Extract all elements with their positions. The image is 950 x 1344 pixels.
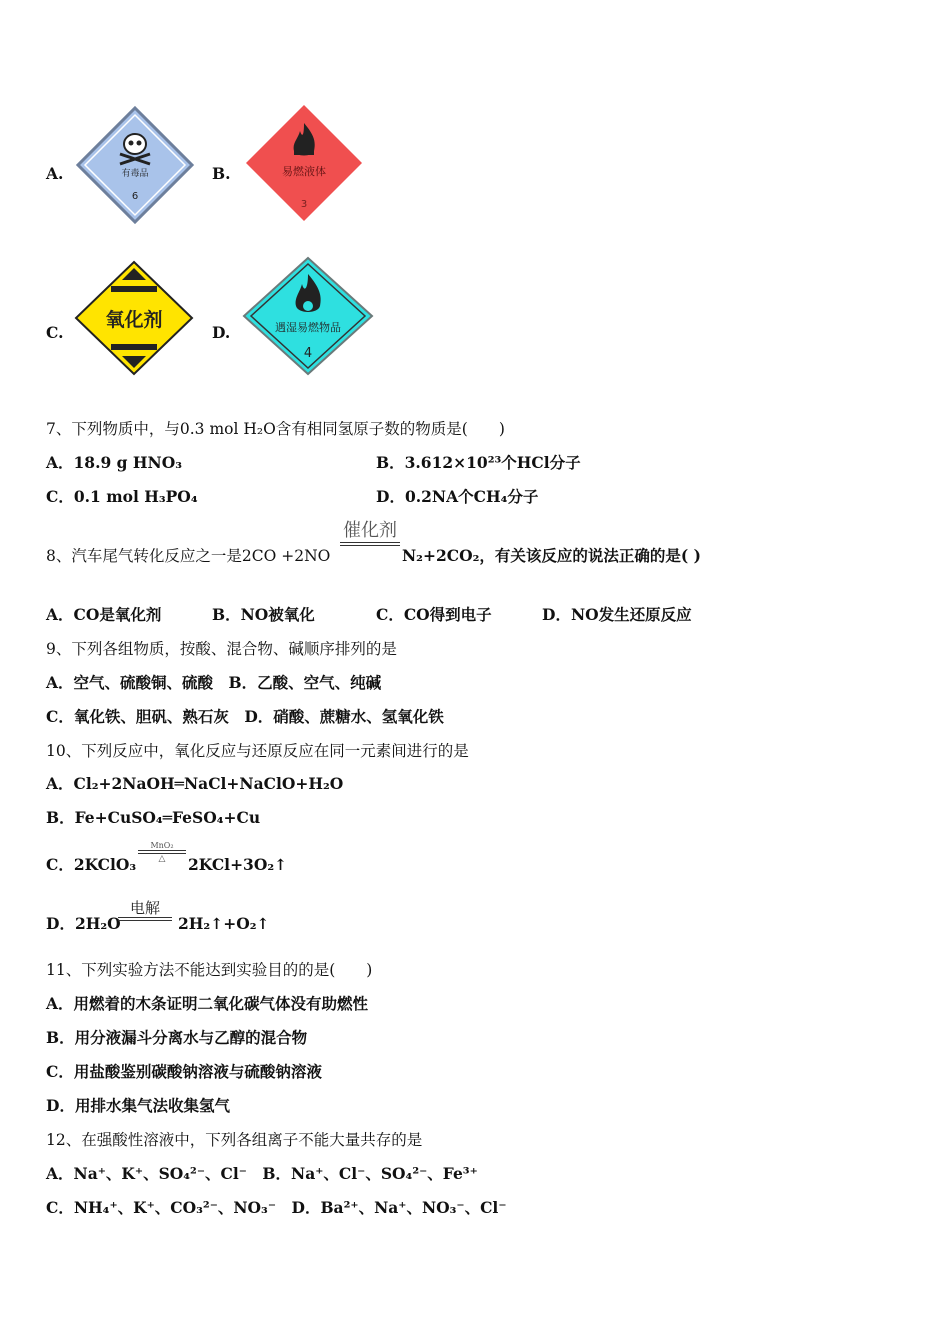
- q7-option-c: C．0.1 mol H₃PO₄: [46, 487, 198, 506]
- option-a-label: A.: [46, 164, 64, 183]
- q10-option-a: A．Cl₂+2NaOH═NaCl+NaClO+H₂O: [46, 774, 344, 793]
- q11-option-b: B．用分液漏斗分离水与乙醇的混合物: [46, 1028, 308, 1047]
- q9-options-cd: C．氧化铁、胆矾、熟石灰 D．硝酸、蔗糖水、氢氧化铁: [46, 707, 444, 726]
- q12-options-cd: C．NH₄⁺、K⁺、CO₃²⁻、NO₃⁻ D．Ba²⁺、Na⁺、NO₃⁻、Cl⁻: [46, 1198, 507, 1217]
- option-b-label: B.: [212, 164, 231, 183]
- q8-option-d: D．NO发生还原反应: [542, 605, 692, 624]
- q10-stem: 10、下列反应中，氧化反应与还原反应在同一元素间进行的是: [46, 742, 469, 760]
- dangerous-when-wet-sign: [242, 256, 374, 380]
- sign-number: 3: [300, 199, 308, 210]
- flammable-liquid-sign: [244, 103, 364, 227]
- sign-text: 氧化剂: [105, 309, 163, 331]
- sign-text: 遇湿易燃物品: [275, 321, 341, 334]
- q8-option-c: C．CO得到电子: [376, 605, 492, 624]
- q7-stem: 7、下列物质中，与0.3 mol H₂O含有相同氢原子数的物质是( ): [46, 420, 505, 438]
- catalyst-label: 催化剂: [343, 520, 397, 541]
- q12-options-ab: A．Na⁺、K⁺、SO₄²⁻、Cl⁻ B．Na⁺、Cl⁻、SO₄²⁻、Fe³⁺: [46, 1164, 478, 1183]
- sign-number: 4: [303, 346, 313, 361]
- sign-text: 易燃液体: [282, 165, 326, 178]
- q7-option-b: B．3.612×10²³个HCl分子: [376, 453, 581, 472]
- q10-option-c-start: C．2KClO₃: [46, 855, 137, 874]
- electrolysis-label: 电解: [129, 899, 160, 917]
- q10-option-d-start: D．2H₂O: [46, 914, 121, 933]
- q10-c-condition: [138, 841, 186, 864]
- q8-catalyst-condition: [340, 520, 400, 546]
- q7-option-d: D．0.2NA个CH₄分子: [376, 487, 539, 506]
- q10-option-c-end: 2KCl+3O₂↑: [188, 855, 288, 874]
- toxic-hazard-sign: [76, 106, 194, 228]
- q10-d-condition: [118, 899, 172, 921]
- q8-option-a: A．CO是氧化剂: [46, 605, 162, 624]
- q9-stem: 9、下列各组物质，按酸、混合物、碱顺序排列的是: [46, 640, 397, 658]
- heat-symbol: △: [158, 854, 166, 864]
- q11-option-a: A．用燃着的木条证明二氧化碳气体没有助燃性: [46, 994, 369, 1013]
- sign-number: 6: [131, 191, 139, 202]
- q7-option-a: A．18.9 g HNO₃: [46, 453, 183, 472]
- option-c-label: C.: [46, 323, 64, 342]
- q12-stem: 12、在强酸性溶液中，下列各组离子不能大量共存的是: [46, 1131, 423, 1149]
- q11-option-d: D．用排水集气法收集氢气: [46, 1096, 230, 1115]
- q10-option-b: B．Fe+CuSO₄═FeSO₄+Cu: [46, 808, 261, 827]
- q8-stem-start: 8、汽车尾气转化反应之一是2CO +2NO: [46, 547, 331, 565]
- q11-stem: 11、下列实验方法不能达到实验目的的是( ): [46, 961, 373, 979]
- q10-option-d-end: 2H₂↑+O₂↑: [178, 914, 270, 933]
- option-d-label: D.: [212, 323, 231, 342]
- q8-stem-end: N₂+2CO₂，有关该反应的说法正确的是( ): [402, 546, 701, 565]
- mno2-label: MnO₂: [150, 841, 174, 850]
- q11-option-c: C．用盐酸鉴别碳酸钠溶液与硫酸钠溶液: [46, 1062, 322, 1081]
- q8-option-b: B．NO被氧化: [212, 605, 315, 624]
- oxidizer-sign: [74, 260, 194, 380]
- q9-options-ab: A．空气、硫酸铜、硫酸 B．乙酸、空气、纯碱: [46, 673, 382, 692]
- sign-text: 有毒品: [121, 169, 149, 179]
